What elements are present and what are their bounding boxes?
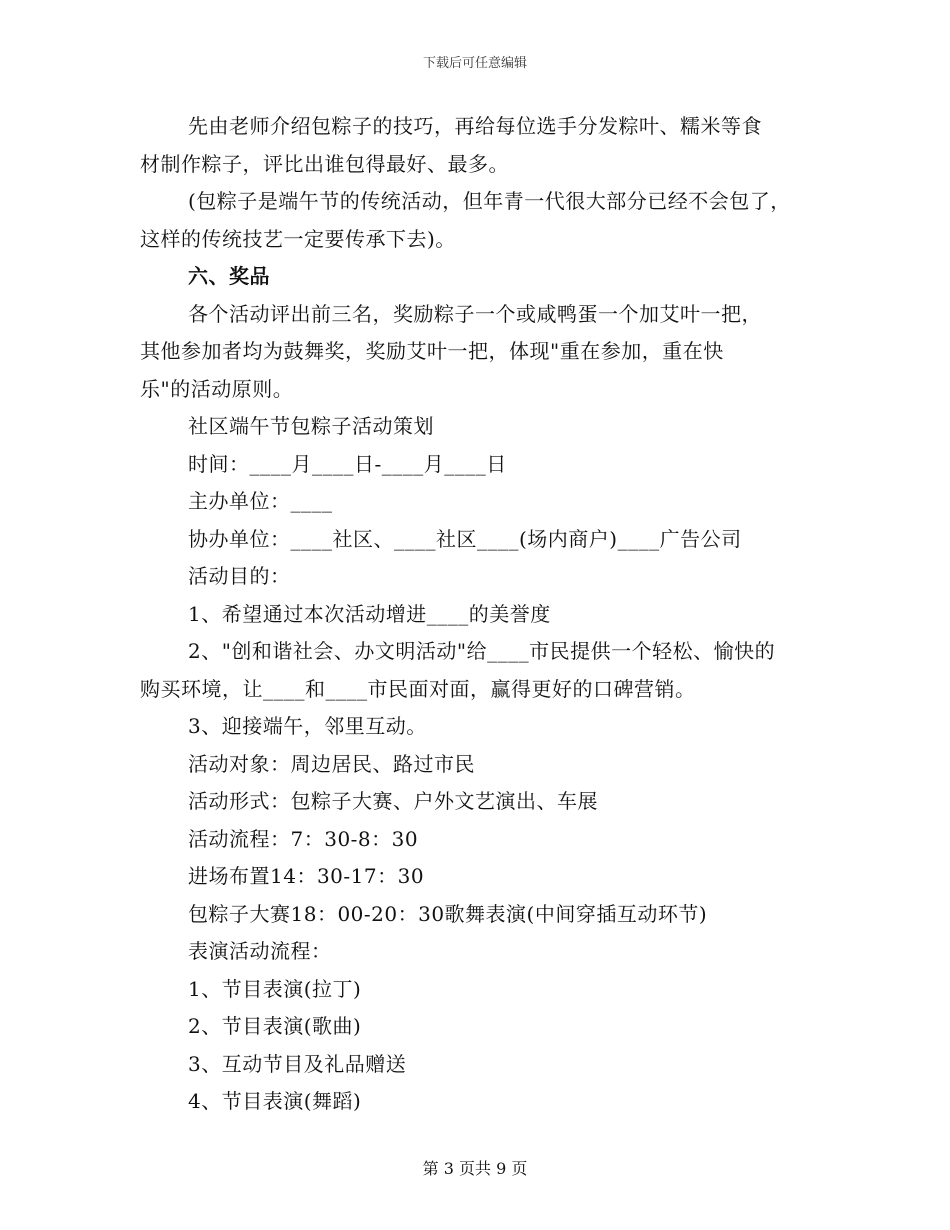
paragraph-line: 活动对象：周边居民、路过市民 bbox=[188, 751, 475, 776]
paragraph-line: 乐"的活动原则。 bbox=[140, 376, 294, 401]
paragraph-line: 先由老师介绍包粽子的技巧，再给每位选手分发粽叶、糯米等食 bbox=[188, 114, 762, 138]
paragraph-line: 购买环境，让____和____市民面对面，赢得更好的口碑营销。 bbox=[140, 676, 696, 701]
list-item: 1、节目表演(拉丁) bbox=[188, 976, 362, 1001]
paragraph-line: 主办单位：____ bbox=[188, 489, 333, 513]
document-body bbox=[140, 108, 820, 1121]
page-header: 下载后可任意编辑 bbox=[422, 56, 527, 71]
subtitle-line: 社区端午节包粽子活动策划 bbox=[188, 414, 434, 438]
paragraph-line: 活动形式：包粽子大赛、户外文艺演出、车展 bbox=[188, 789, 598, 813]
list-item: 1、希望通过本次活动增进____的美誉度 bbox=[188, 601, 551, 626]
paragraph-line: 材制作粽子，评比出谁包得最好、最多。 bbox=[140, 151, 509, 176]
paragraph-line: 时间：____月____日-____月____日 bbox=[188, 451, 507, 476]
paragraph-line: 包粽子大赛18：00-20：30歌舞表演(中间穿插互动环节) bbox=[188, 901, 708, 926]
list-item: 2、节目表演(歌曲) bbox=[188, 1014, 362, 1038]
paragraph-line: 其他参加者均为鼓舞奖，奖励艾叶一把，体现"重在参加，重在快 bbox=[140, 339, 724, 363]
paragraph-line: (包粽子是端午节的传统活动，但年青一代很大部分已经不会包了， bbox=[188, 189, 791, 213]
paragraph-line: 活动目的： bbox=[188, 564, 291, 588]
paragraph-line: 表演活动流程： bbox=[188, 939, 332, 963]
paragraph-line: 这样的传统技艺一定要传承下去)。 bbox=[140, 226, 456, 251]
page-footer: 第 3 页共 9 页 bbox=[422, 1159, 528, 1178]
list-item: 3、互动节目及礼品赠送 bbox=[188, 1051, 407, 1076]
list-item: 3、迎接端午，邻里互动。 bbox=[188, 714, 427, 738]
paragraph-line: 进场布置14：30-17：30 bbox=[188, 864, 425, 888]
list-item: 2、"创和谐社会、办文明活动"给____市民提供一个轻松、愉快的 bbox=[188, 639, 776, 663]
list-item: 4、节目表演(舞蹈) bbox=[188, 1089, 362, 1113]
section-heading: 六、奖品 bbox=[188, 264, 270, 288]
paragraph-line: 活动流程：7：30-8：30 bbox=[188, 826, 419, 851]
paragraph-line: 各个活动评出前三名，奖励粽子一个或咸鸭蛋一个加艾叶一把， bbox=[188, 301, 762, 326]
paragraph-line: 协办单位：____社区、____社区____(场内商户)____广告公司 bbox=[188, 526, 742, 551]
